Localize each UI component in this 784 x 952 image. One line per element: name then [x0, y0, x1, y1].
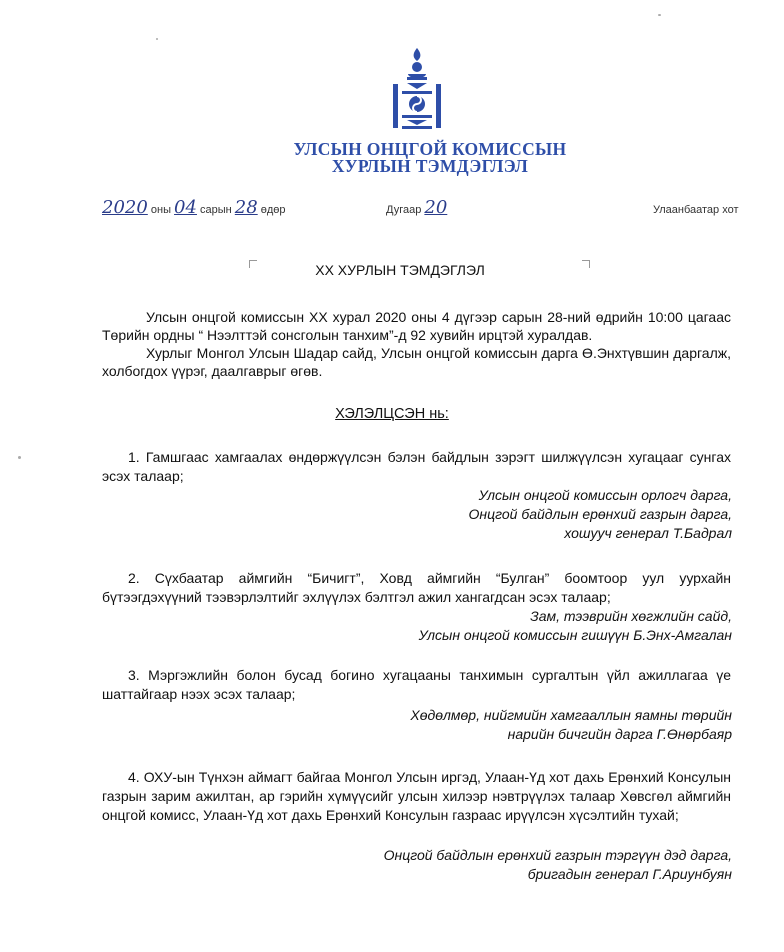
agenda-item-text: 1. Гамшгаас хамгаалах өндөржүүлсэн бэлэн байдлын зэрэгт шилжүүлсэн хугацааг сунгах эсэх талаар; — [102, 449, 731, 484]
soyombo-emblem-icon — [393, 48, 441, 130]
scan-speck — [18, 456, 21, 459]
intro-text-2: Хурлыг Монгол Улсын Шадар сайд, Улсын онцгой комиссын дарга Ө.Энхтүвшин даргалж, холбогдох үүрэг, даалгаврыг өгөв. — [102, 345, 731, 379]
agenda-item-text: 3. Мэргэжлийн болон бусад богино хугацааны танхимын сургалтын үйл ажиллагаа үе шаттайгаар нээх эсэх талаар; — [102, 667, 731, 702]
number-value: 20 — [424, 197, 448, 218]
agenda-item-2 — [102, 569, 731, 607]
corner-mark-right — [582, 260, 590, 268]
responsible-block-4 — [272, 846, 732, 884]
intro-paragraph-1 — [102, 308, 731, 344]
responsible-line: Улсын онцгой комиссын орлогч дарга, — [478, 487, 732, 503]
responsible-block-3 — [272, 706, 732, 744]
year-value: 2020 — [102, 197, 148, 218]
responsible-block-1 — [272, 486, 732, 543]
responsible-line: хошууч генерал Т.Бадрал — [564, 525, 732, 541]
discussed-heading: ХЭЛЭЛЦСЭН нь: — [335, 406, 449, 422]
month-value: 04 — [174, 197, 197, 218]
responsible-line: нарийн бичгийн дарга Г.Өнөрбаяр — [507, 726, 732, 742]
org-title-line2: ХУРЛЫН ТЭМДЭГЛЭЛ — [331, 156, 529, 176]
agenda-item-4 — [102, 768, 731, 825]
number-field — [386, 197, 447, 218]
agenda-item-text: 2. Сүхбаатар аймгийн “Бичигт”, Ховд аймгийн “Булган” боомтоор уул уурхайн бүтээгдэхүүний тээвэрлэлтийг эхлүүлэх бэлтгэл ажил хангагдсан эсэх талаар; — [102, 570, 731, 605]
intro-text-1: Улсын онцгой комиссын ХХ хурал 2020 оны 4 дүгээр сарын 28-ний өдрийн 10:00 цагаас Төрийн ордны “ Нээлттэй сонсголын танхим”-д 92 хувийн ирцтэй хуралдав. — [102, 309, 731, 343]
responsible-line: Онцгой байдлын ерөнхий газрын тэргүүн дэд дарга, — [383, 847, 732, 863]
document-heading: ХХ ХУРЛЫН ТЭМДЭГЛЭЛ — [315, 262, 485, 278]
corner-mark-left — [249, 260, 257, 268]
responsible-block-2 — [272, 607, 732, 645]
intro-paragraph-2 — [102, 344, 731, 380]
agenda-item-1 — [102, 448, 731, 486]
day-suffix: өдөр — [260, 204, 286, 216]
org-title-line1: УЛСЫН ОНЦГОЙ КОМИССЫН — [293, 139, 567, 159]
date-field — [102, 197, 286, 218]
number-label: Дугаар — [386, 204, 422, 216]
responsible-line: Зам, тээврийн хөгжлийн сайд, — [530, 608, 732, 624]
month-suffix: сарын — [200, 204, 232, 216]
responsible-line: бригадын генерал Г.Ариунбуян — [527, 866, 732, 882]
responsible-line: Хөдөлмөр, нийгмийн хамгааллын яамны төрийн — [410, 707, 732, 723]
responsible-line: Улсын онцгой комиссын гишүүн Б.Энх-Амгалан — [418, 627, 732, 643]
city-label: Улаанбаатар хот — [653, 204, 739, 216]
scan-speck — [156, 38, 158, 40]
day-value: 28 — [234, 197, 258, 218]
agenda-item-text: 4. ОХУ-ын Түнхэн аймагт байгаа Монгол Улсын иргэд, Улаан-Үд хот дахь Ерөнхий Консулын газрын зарим ажилтан, ар гэрийн хүмүүсийг улсын хилээр нэвтрүүлэх талаар Хөвсгөл аймгийн онцгой комисс, Улаан-Үд хот дахь Ерөнхий Консулын газраас ирүүлсэн хүсэлтийн тухай; — [102, 769, 731, 823]
responsible-line: Онцгой байдлын ерөнхий газрын дарга, — [468, 506, 732, 522]
year-suffix: оны — [150, 204, 171, 216]
agenda-item-3 — [102, 666, 731, 704]
scan-speck — [658, 14, 661, 16]
